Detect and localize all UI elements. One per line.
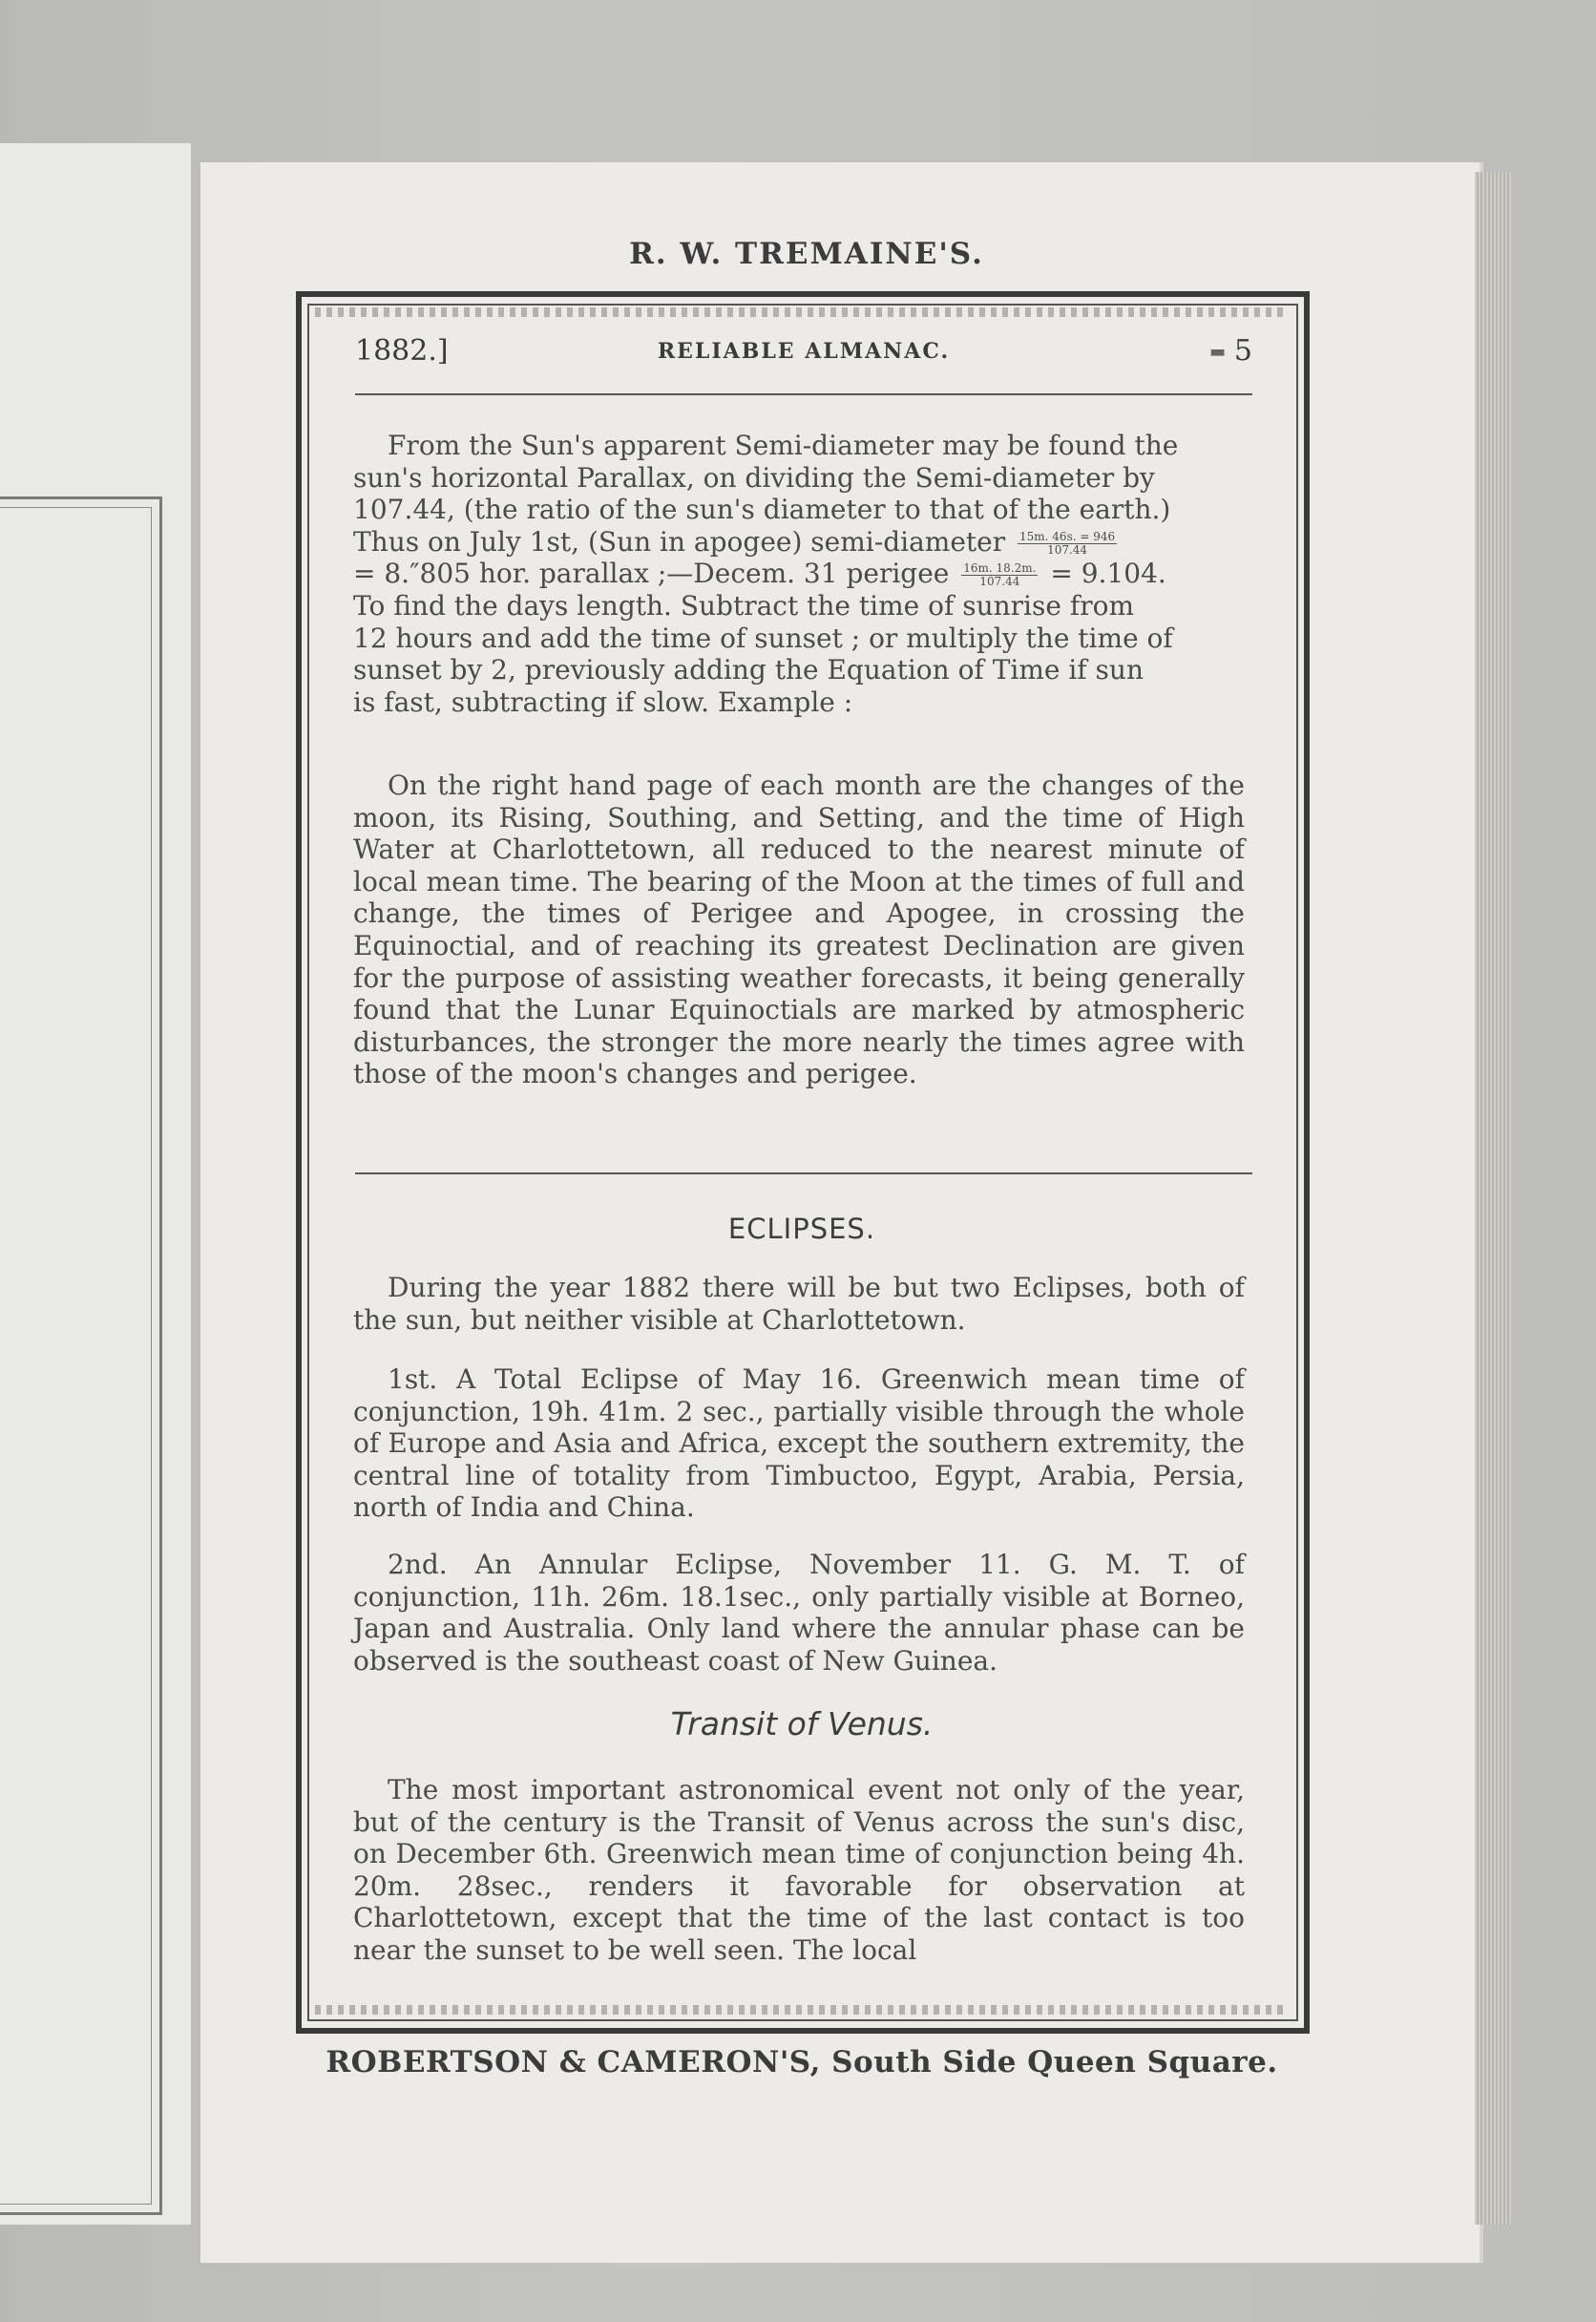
moon-paragraph-text: On the right hand page of each month are the changes of the moon, its Rising, Southing, and Setting, and the time of High Water at Charlottetown, all reduced to the nearest minute of local mean time. The bearing of the Moon at the times of full and change, the times of Perigee and Apogee, in crossing the Equinoctial, and of reaching its greatest Declination are given for the purpose of assisting weather forecasts, it being generally found that the Lunar Equinoctials are marked by atmospheric disturbances, the stronger the more nearly the times agree with those of the moon's changes and perigee. bbox=[353, 770, 1245, 1090]
running-head: R. W. TREMAINE'S. bbox=[629, 237, 984, 271]
para1-line: sunset by 2, previously adding the Equation of Time if sun bbox=[353, 654, 1144, 686]
eclipse-first-text: 1st. A Total Eclipse of May 16. Greenwich mean time of conjunction, 19h. 41m. 2 sec., partially visible through the whole of Europe and Asia and Africa, except the southern extremity, the central line of totality from Timbuctoo, Egypt, Arabia, Persia, north of India and China. bbox=[353, 1363, 1245, 1524]
eclipse-second bbox=[353, 1549, 1245, 1677]
advertiser-footer: ROBERTSON & CAMERON'S, South Side Queen Square. bbox=[326, 2045, 1278, 2079]
eclipse-second-text: 2nd. An Annular Eclipse, November 11. G. M. T. of conjunction, 11h. 26m. 18.1sec., only partially visible at Borneo, Japan and Australia. Only land where the annular phase can be observed is the southeast coast of New Guinea. bbox=[353, 1549, 1245, 1677]
fraction-perigee bbox=[961, 562, 1038, 588]
para1-text: Thus on July 1st, (Sun in apogee) semi-diameter bbox=[353, 525, 1006, 558]
facing-page-border bbox=[0, 496, 162, 2215]
para1-line bbox=[353, 558, 1245, 590]
fraction-denominator: 107.44 bbox=[979, 575, 1020, 589]
para1-line: sun's horizontal Parallax, on dividing the Semi-diameter by bbox=[353, 461, 1155, 494]
fraction-numerator: 15m. 46s. = 946 bbox=[1019, 529, 1116, 543]
page-number: 5 bbox=[1233, 334, 1252, 368]
header-rule bbox=[355, 393, 1252, 395]
eclipses-heading: ECLIPSES. bbox=[727, 1213, 876, 1245]
para1-text: = 9.104. bbox=[1050, 558, 1166, 590]
transit-paragraph-text: The most important astronomical event not only of the year, but of the century is the Transit of Venus across the sun's disc, on December 6th. Greenwich mean time of conjunction being 4h. 20m. 28sec., renders it favorable for observation at Charlottetown, except that the time of the last contact is too near the sunset to be well seen. The local bbox=[353, 1774, 1245, 1966]
fraction-numerator: 16m. 18.2m. bbox=[963, 561, 1037, 576]
para1-line: To find the days length. Subtract the time of sunrise from bbox=[353, 589, 1135, 622]
para1-line: 107.44, (the ratio of the sun's diameter to that of the earth.) bbox=[353, 494, 1171, 526]
para1-line: From the Sun's apparent Semi-diameter may be found the bbox=[388, 430, 1179, 461]
almanac-header bbox=[355, 334, 1252, 372]
header-year: 1882.] bbox=[355, 334, 449, 368]
header-ornament-icon: ▬ bbox=[1208, 342, 1226, 362]
facing-page bbox=[0, 143, 191, 2225]
parallax-paragraph bbox=[353, 430, 1245, 718]
para1-text: = 8.″805 hor. parallax ;—Decem. 31 perigee bbox=[353, 558, 950, 590]
frame-ornament-top bbox=[315, 307, 1289, 317]
section-rule bbox=[355, 1172, 1252, 1174]
transit-paragraph bbox=[353, 1774, 1245, 1967]
eclipses-intro-text: During the year 1882 there will be but two Eclipses, both of the sun, but neither visible at Charlottetown. bbox=[353, 1272, 1245, 1336]
para1-line: 12 hours and add the time of sunset ; or multiply the time of bbox=[353, 622, 1173, 654]
moon-paragraph bbox=[353, 770, 1245, 1090]
fraction-semi-diameter bbox=[1018, 531, 1117, 557]
para1-line bbox=[353, 526, 1245, 559]
header-title: RELIABLE ALMANAC. bbox=[657, 339, 951, 364]
page-edges bbox=[1475, 172, 1511, 2225]
eclipses-intro bbox=[353, 1272, 1245, 1336]
eclipse-first bbox=[353, 1363, 1245, 1524]
para1-line: is fast, subtracting if slow. Example : bbox=[353, 686, 853, 718]
transit-heading: Transit of Venus. bbox=[670, 1705, 934, 1742]
fraction-denominator: 107.44 bbox=[1047, 542, 1088, 557]
frame-ornament-bottom bbox=[315, 2005, 1289, 2015]
